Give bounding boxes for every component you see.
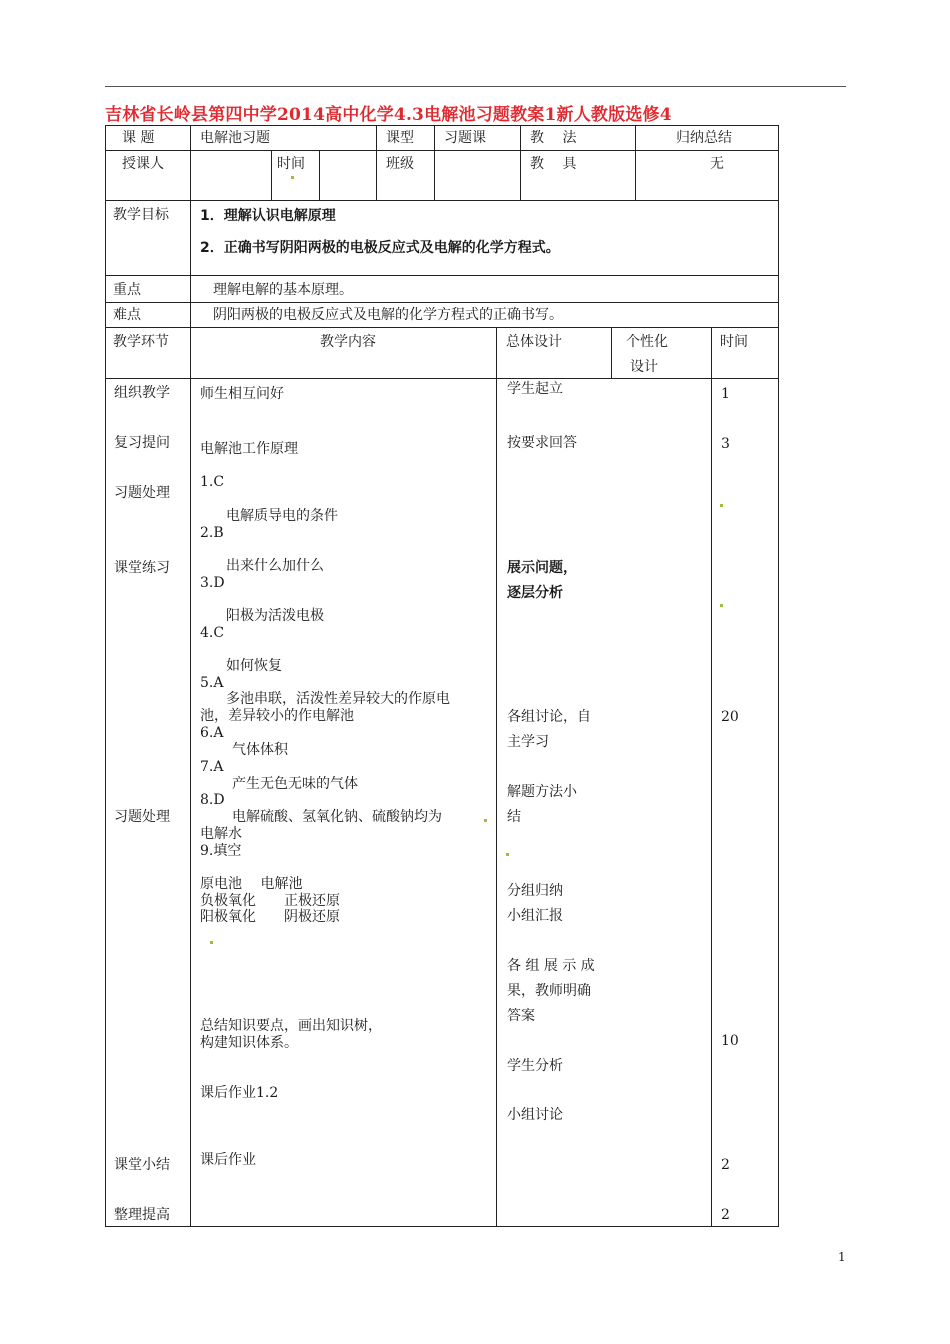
stage-5: 习题处理 <box>114 809 170 825</box>
design-2: 按要求回答 <box>507 435 577 451</box>
key-point-value: 理解电解的基本原理。 <box>213 282 353 298</box>
col-time: 时间 <box>720 334 748 350</box>
speck-mark <box>291 176 294 179</box>
design-6a: 分组归纳 <box>507 883 563 899</box>
type-value: 习题课 <box>444 130 486 146</box>
stage-3: 习题处理 <box>114 485 170 501</box>
answer-3: 3.D <box>200 575 225 591</box>
note-4: 如何恢复 <box>226 658 282 674</box>
col-design: 总体设计 <box>506 334 562 350</box>
stage-1: 组织教学 <box>114 385 170 401</box>
class-label: 班级 <box>386 156 414 172</box>
time-label: 时间 <box>277 156 305 172</box>
design-3a: 展示问题， <box>507 560 577 576</box>
page-number: 1 <box>838 1250 846 1264</box>
time-2: 3 <box>721 436 730 452</box>
note-2: 出来什么加什么 <box>226 558 324 574</box>
note-5a: 多池串联，活泼性差异较大的作原电 <box>226 691 450 707</box>
design-9: 小组讨论 <box>507 1107 563 1123</box>
speck-mark <box>720 504 723 507</box>
difficulty-label: 难点 <box>113 307 141 323</box>
col-content: 教学内容 <box>320 334 376 350</box>
note-8b: 电解水 <box>200 826 242 842</box>
type-label: 课型 <box>386 130 414 146</box>
time-4: 10 <box>721 1033 739 1049</box>
answer-5: 5.A <box>200 675 224 691</box>
topic-value: 电解池习题 <box>200 130 270 146</box>
summary-line-1: 总结知识要点，画出知识树， <box>200 1018 382 1034</box>
content-review: 电解池工作原理 <box>200 441 298 457</box>
note-1: 电解质导电的条件 <box>226 508 338 524</box>
content-greeting: 师生相互问好 <box>200 386 284 402</box>
summary-line-2: 构建知识体系。 <box>200 1035 298 1051</box>
speck-mark <box>210 941 213 944</box>
answer-4: 4.C <box>200 625 225 641</box>
answer-6: 6.A <box>200 725 224 741</box>
tools-value: 无 <box>710 156 724 172</box>
difficulty-value: 阴阳两极的电极反应式及电解的化学方程式的正确书写。 <box>213 307 563 323</box>
method-value: 归纳总结 <box>676 130 732 146</box>
fill-line-2: 负极氧化 正极还原 <box>200 893 340 909</box>
stage-4: 课堂练习 <box>114 560 170 576</box>
teacher-label: 授课人 <box>122 156 164 172</box>
design-5a: 解题方法小 <box>507 784 577 800</box>
design-1: 学生起立 <box>507 381 563 397</box>
design-7b: 果，教师明确 <box>507 983 591 999</box>
design-7a: 各 组 展 示 成 <box>507 958 595 974</box>
time-6: 2 <box>721 1207 730 1223</box>
design-6b: 小组汇报 <box>507 908 563 924</box>
stage-2: 复习提问 <box>114 435 170 451</box>
design-5b: 结 <box>507 809 521 825</box>
fill-line-3: 阳极氧化 阴极还原 <box>200 909 340 925</box>
note-5b: 池，差异较小的作电解池 <box>200 708 354 724</box>
goal-item-1: 1．理解认识电解原理 <box>200 208 336 224</box>
goal-item-2: 2．正确书写阴阳两极的电极反应式及电解的化学方程式。 <box>200 240 560 256</box>
answer-7: 7.A <box>200 759 224 775</box>
header-rule <box>105 86 846 87</box>
note-6: 气体体积 <box>232 742 288 758</box>
answer-8: 8.D <box>200 792 225 808</box>
design-8: 学生分析 <box>507 1058 563 1074</box>
time-1: 1 <box>721 386 730 402</box>
design-3b: 逐层分析 <box>507 585 563 601</box>
note-8a: 电解硫酸、氢氧化钠、硫酸钠均为 <box>232 809 442 825</box>
stage-7: 整理提高 <box>114 1207 170 1223</box>
topic-label: 课 题 <box>122 130 155 146</box>
stage-6: 课堂小结 <box>114 1157 170 1173</box>
design-4a: 各组讨论，自 <box>507 709 591 725</box>
answer-9: 9.填空 <box>200 843 242 859</box>
method-label: 教 法 <box>530 130 577 146</box>
design-4b: 主学习 <box>507 734 549 750</box>
col-personal-line2: 设计 <box>630 359 658 375</box>
homework-1: 课后作业1.2 <box>200 1085 279 1101</box>
time-5: 2 <box>721 1157 730 1173</box>
homework-2: 课后作业 <box>200 1152 256 1168</box>
note-3: 阳极为活泼电极 <box>226 608 324 624</box>
answer-1: 1.C <box>200 474 225 490</box>
col-personal-line1: 个性化 <box>626 334 668 350</box>
goals-label: 教学目标 <box>113 207 169 223</box>
speck-mark <box>506 853 509 856</box>
col-stage: 教学环节 <box>113 334 169 350</box>
key-point-label: 重点 <box>113 282 141 298</box>
speck-mark <box>484 819 487 822</box>
tools-label: 教 具 <box>530 156 577 172</box>
answer-2: 2.B <box>200 525 224 541</box>
speck-mark <box>720 604 723 607</box>
fill-line-1: 原电池 电解池 <box>200 876 303 892</box>
document-title: 吉林省长岭县第四中学2014高中化学4.3电解池习题教案1新人教版选修4 <box>105 105 672 125</box>
time-3: 20 <box>721 709 739 725</box>
note-7: 产生无色无味的气体 <box>232 776 358 792</box>
design-7c: 答案 <box>507 1008 535 1024</box>
